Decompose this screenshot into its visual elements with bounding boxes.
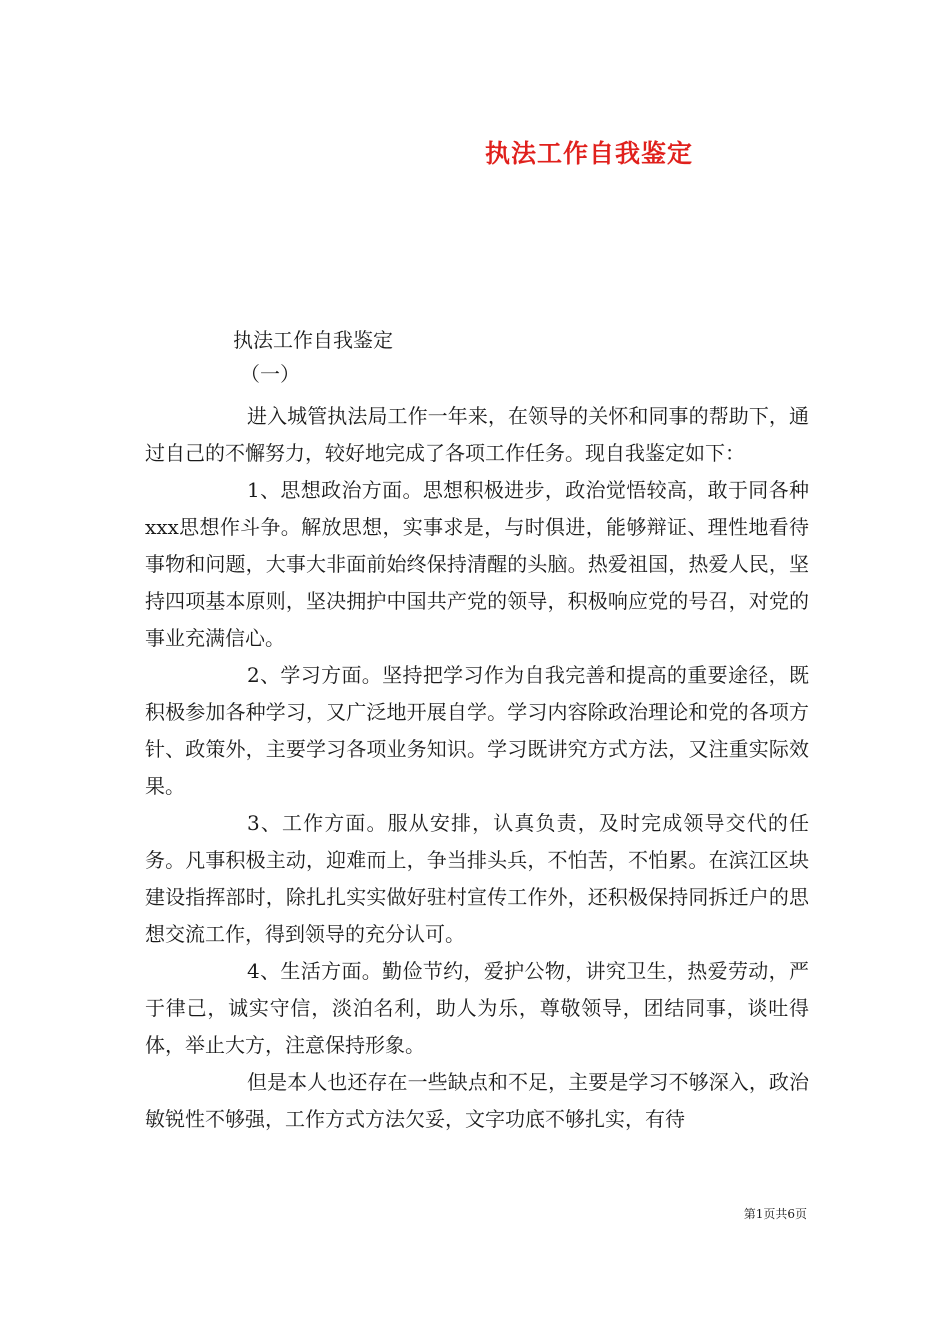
paragraph-life: 4、生活方面。勤俭节约，爱护公物，讲究卫生，热爱劳动，严于律己，诚实守信，淡泊名利，助人为乐，尊敬领导，团结同事，谈吐得体，举止大方，注意保持形象。 (145, 959, 809, 1057)
paragraph-political: 1、思想政治方面。思想积极进步，政治觉悟较高，敢于同各种xxx思想作斗争。解放思想，实事求是，与时俱进，能够辩证、理性地看待事物和问题，大事大非面前始终保持清醒的头脑。热爱祖国，热爱人民，坚持四项基本原则，坚决拥护中国共产党的领导，积极响应党的号召，对党的事业充满信心。 (145, 478, 809, 650)
paragraph-work: 3、工作方面。服从安排，认真负责，及时完成领导交代的任务。凡事积极主动，迎难而上，争当排头兵，不怕苦，不怕累。在滨江区块建设指挥部时，除扎扎实实做好驻村宣传工作外，还积极保持同拆迁户的思想交流工作，得到领导的充分认可。 (145, 811, 809, 946)
page-footer: 第1页共6页 (743, 1207, 807, 1221)
paragraph-intro: 进入城管执法局工作一年来，在领导的关怀和同事的帮助下，通过自己的不懈努力，较好地完成了各项工作任务。现自我鉴定如下： (145, 404, 809, 465)
section-label: （一） (240, 362, 300, 386)
body-text (145, 398, 809, 1138)
paragraph-shortcomings: 但是本人也还存在一些缺点和不足，主要是学习不够深入，政治敏锐性不够强，工作方式方法欠妥，文字功底不够扎实，有待 (145, 1070, 809, 1131)
document-subtitle: 执法工作自我鉴定 (233, 328, 393, 352)
document-title: 执法工作自我鉴定 (484, 139, 693, 168)
paragraph-study: 2、学习方面。坚持把学习作为自我完善和提高的重要途径，既积极参加各种学习，又广泛地开展自学。学习内容除政治理论和党的各项方针、政策外，主要学习各项业务知识。学习既讲究方式方法，又注重实际效果。 (145, 663, 809, 798)
